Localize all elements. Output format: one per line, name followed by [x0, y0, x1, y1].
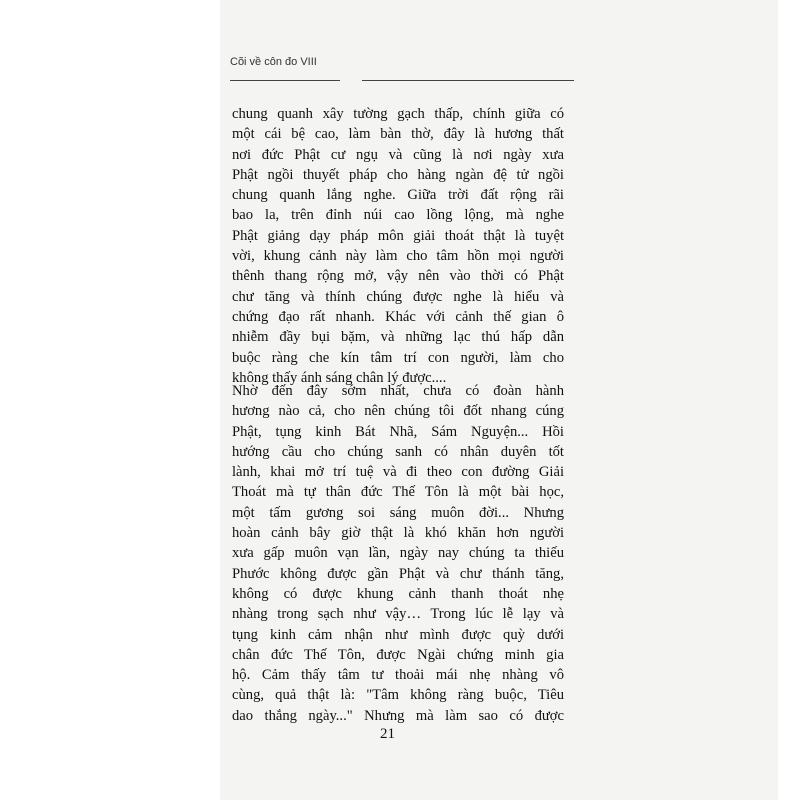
text-line: tụng kinh cảm nhận như mình được quỳ dưới [232, 626, 564, 643]
paragraph-2 [232, 381, 564, 726]
text-line: bao la, trên đỉnh núi cao lồng lộng, mà nghe [232, 207, 564, 224]
text-line: dao thắng ngày..." Nhưng mà làm sao có được [232, 707, 564, 724]
text-line: chứng đạo rất nhanh. Khác với cảnh thế gian ô [232, 308, 564, 325]
text-line: hoàn cảnh bây giờ thật là khó khăn hơn người [232, 525, 564, 542]
text-line: hương nào cả, cho nên chúng tôi đốt nhang cúng [232, 403, 564, 420]
text-line: Phật ngồi thuyết pháp cho hàng ngàn đệ tử ngồi [232, 166, 564, 183]
text-line: buộc ràng che kín tâm trí con người, làm cho [232, 349, 564, 366]
text-line: cùng, quả thật là: "Tâm không ràng buộc, Tiêu [232, 687, 564, 704]
text-line: hộ. Cảm thấy tâm tư thoải mái nhẹ nhàng vô [232, 667, 564, 684]
text-line: Thoát mà tự thân đức Thế Tôn là một bài học, [232, 484, 564, 501]
text-line: chân đức Thế Tôn, được Ngài chứng minh gia [232, 646, 564, 663]
text-line: lành, khai mở trí tuệ và đi theo con đường Giải [232, 464, 564, 481]
text-line: Phật, tụng kinh Bát Nhã, Sám Nguyện... Hồi [232, 423, 564, 440]
text-line: chung quanh lắng nghe. Giữa trời đất rộng rãi [232, 187, 564, 204]
text-line: hướng cầu cho chúng sanh có nhân duyên tốt [232, 443, 564, 460]
header-rule-left [230, 80, 340, 81]
header-rule [362, 80, 574, 81]
text-line: nhiễm đầy bụi bặm, và những lạc thú hấp dẫn [232, 329, 564, 346]
text-line: một tấm gương soi sáng muôn đời... Nhưng [232, 504, 564, 521]
text-line: thênh thang rộng mở, vậy nên vào thời có Phật [232, 268, 564, 285]
text-line: không thấy ánh sáng chân lý được.... [232, 369, 447, 386]
text-line: một cái bệ cao, làm bàn thờ, đây là hương thất [232, 126, 564, 143]
running-header: Cõi về côn đo VIII [230, 56, 317, 68]
text-line: vời, khung cảnh này làm cho tâm hồn mọi người [232, 248, 564, 265]
text-line: chung quanh xây tường gạch thấp, chính giữa có [232, 106, 564, 122]
text-line: nhàng trong sạch như vậy… Trong lúc lễ lạy và [232, 606, 564, 623]
text-line: nơi đức Phật cư ngụ và cũng là nơi ngày xưa [232, 146, 564, 163]
text-line: Phước không được gần Phật và chư thánh tăng, [232, 565, 564, 582]
text-line: không có được khung cảnh thanh thoát nhẹ [232, 585, 564, 602]
text-line: Nhờ đến đây sớm nhất, chưa có đoàn hành [232, 383, 564, 399]
page-number: 21 [380, 726, 395, 742]
text-line: chư tăng và thính chúng được nghe là hiểu và [232, 288, 564, 305]
text-line: Phật giảng dạy pháp môn giải thoát thật là tuyệt [232, 227, 564, 244]
text-line: xưa gấp muôn vạn lần, ngày nay chúng ta thiếu [232, 545, 564, 562]
paragraph-1 [232, 104, 564, 388]
book-page [220, 0, 778, 800]
